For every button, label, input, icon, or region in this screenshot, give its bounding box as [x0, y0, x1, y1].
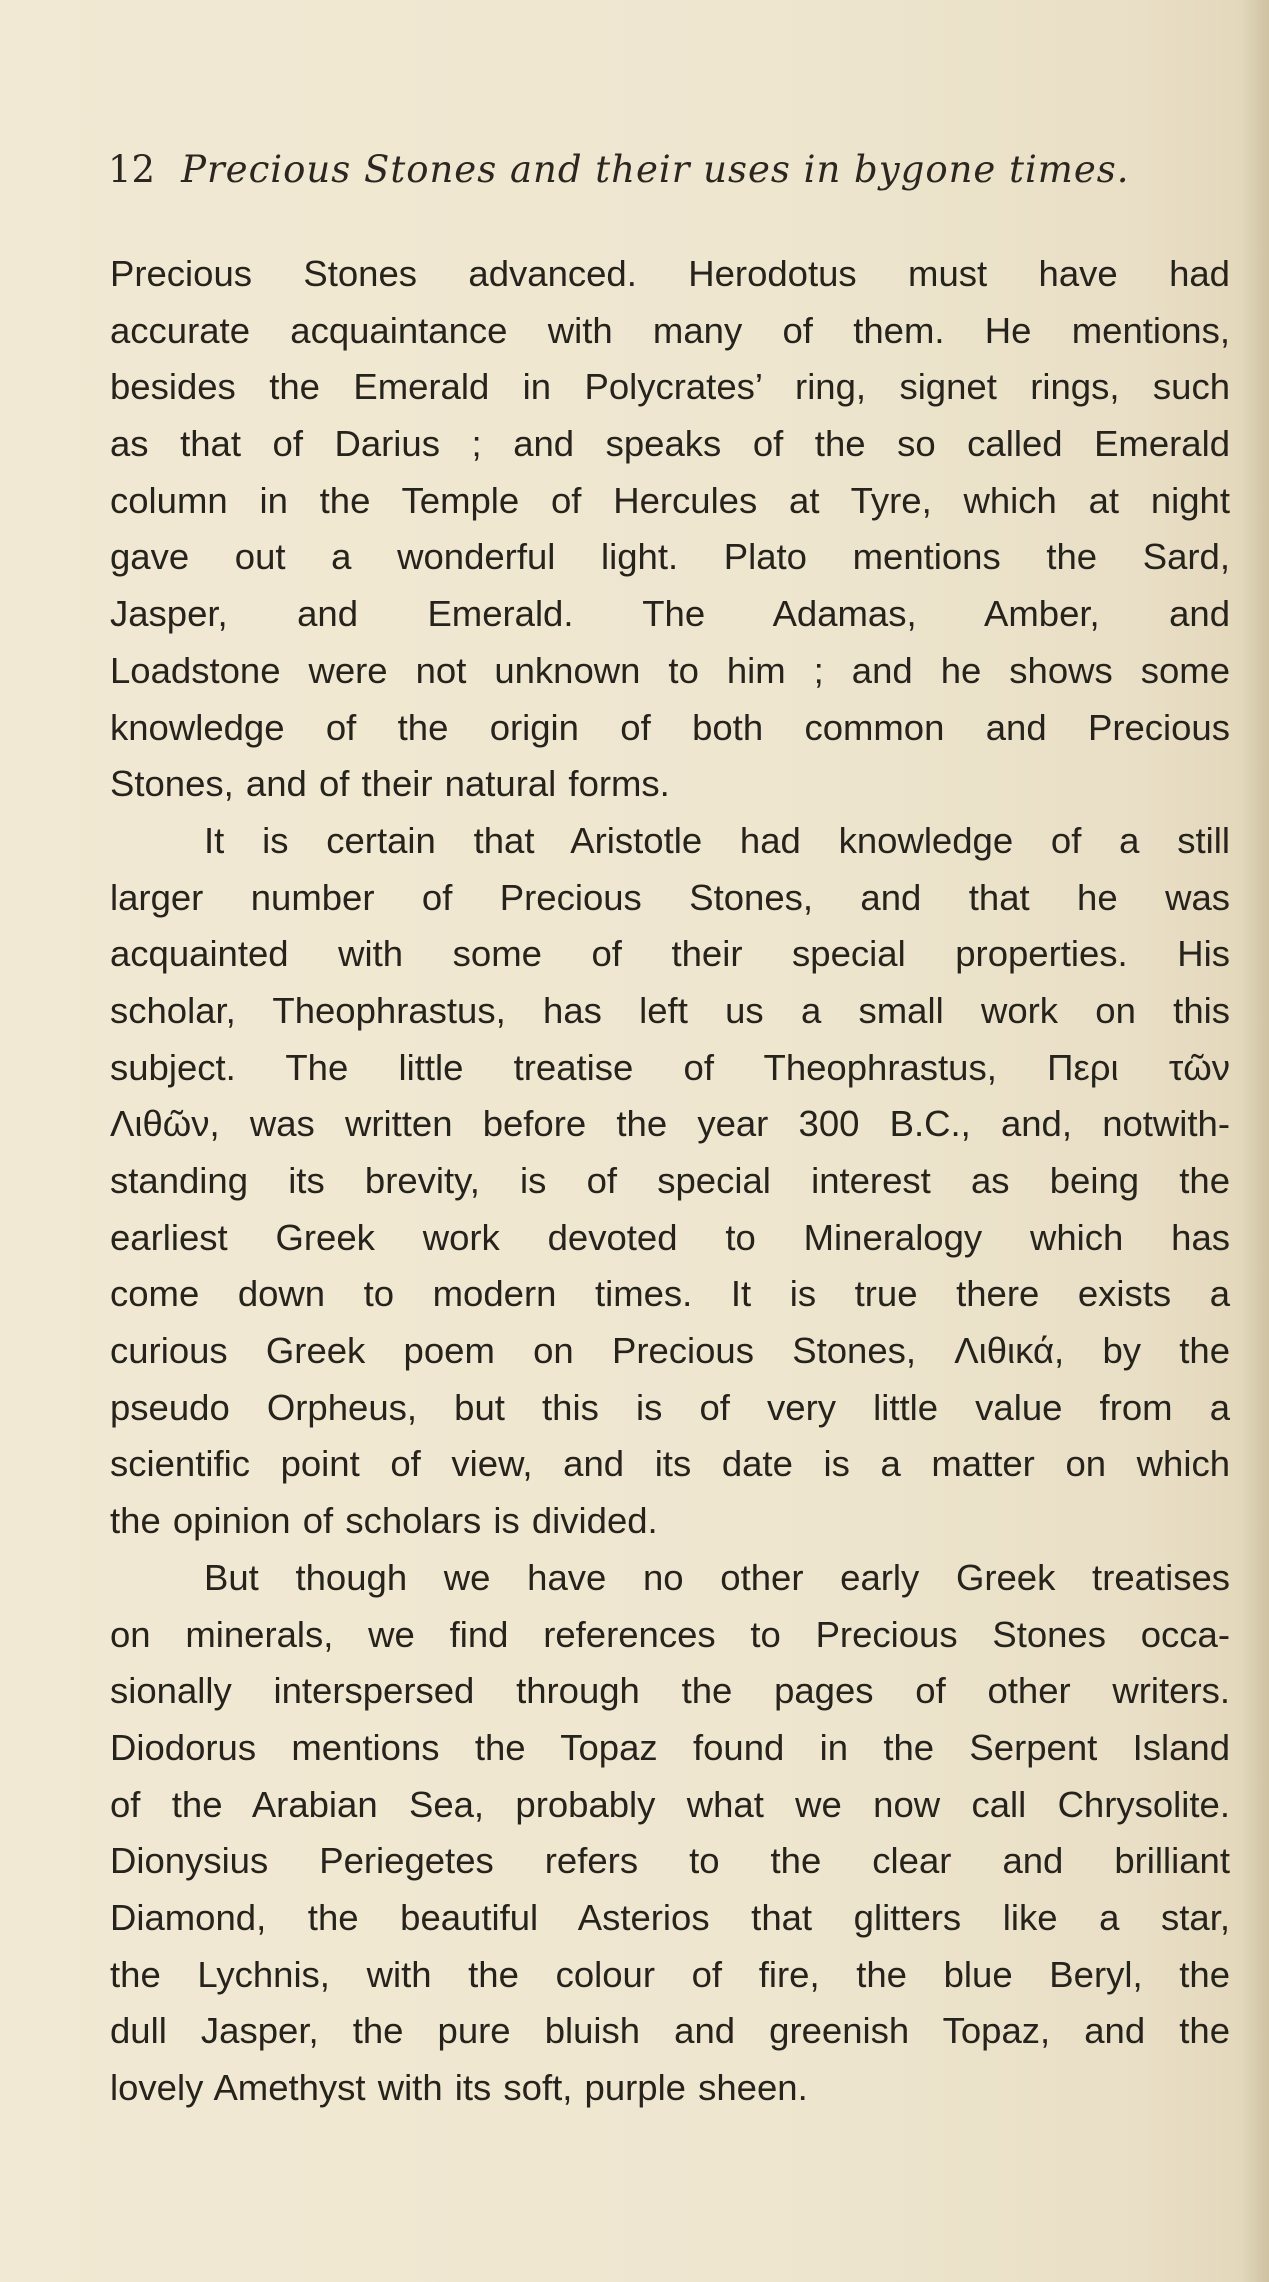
page-number: 12 [108, 148, 156, 191]
text-line: larger number of Precious Stones, and that he was [110, 876, 1230, 918]
text-line: Diodorus mentions the Topaz found in the Serpent Island [110, 1726, 1230, 1768]
text-line: scholar, Theophrastus, has left us a small work on this [110, 989, 1230, 1031]
paragraph-end-line: the opinion of scholars is divided. [110, 1500, 658, 1542]
text-line: Λιθῶν, was written before the year 300 B.C., and, notwith- [110, 1103, 1230, 1145]
page-edge-shadow [1241, 0, 1269, 2282]
text-line: column in the Temple of Hercules at Tyre, which at night [110, 479, 1230, 521]
paragraph-start-line: But though we have no other early Greek treatises [204, 1556, 1230, 1598]
running-header [108, 148, 1168, 208]
text-line: Loadstone were not unknown to him ; and he shows some [110, 649, 1230, 691]
running-title: Precious Stones and their uses in bygone times. [181, 148, 1130, 191]
text-line: gave out a wonderful light. Plato mentions the Sard, [110, 536, 1230, 578]
text-line: Dionysius Periegetes refers to the clear and brilliant [110, 1840, 1230, 1882]
text-line: the Lychnis, with the colour of fire, the blue Beryl, the [110, 1953, 1230, 1995]
text-line: standing its brevity, is of special interest as being the [110, 1160, 1230, 1201]
text-line: scientific point of view, and its date is a matter on which [110, 1443, 1230, 1485]
text-line: curious Greek poem on Precious Stones, Λιθικά, by the [110, 1330, 1230, 1372]
text-line: of the Arabian Sea, probably what we now call Chrysolite. [110, 1783, 1230, 1825]
text-line: knowledge of the origin of both common and Precious [110, 706, 1230, 748]
paragraph-start-line: It is certain that Aristotle had knowledge of a still [204, 819, 1230, 861]
text-line: Precious Stones advanced. Herodotus must have had [110, 253, 1230, 294]
paragraph-end-line: Stones, and of their natural forms. [110, 763, 670, 805]
text-line: on minerals, we find references to Precious Stones occa- [110, 1613, 1230, 1655]
text-line: Diamond, the beautiful Asterios that glitters like a star, [110, 1896, 1230, 1938]
text-line: pseudo Orpheus, but this is of very little value from a [110, 1386, 1230, 1428]
text-line: earliest Greek work devoted to Mineralogy which has [110, 1216, 1230, 1258]
text-line: come down to modern times. It is true there exists a [110, 1273, 1230, 1315]
paragraph-end-line: lovely Amethyst with its soft, purple sheen. [110, 2067, 808, 2108]
text-line: subject. The little treatise of Theophrastus, Περι τῶν [110, 1046, 1230, 1088]
body-text [110, 246, 1230, 2117]
text-line: as that of Darius ; and speaks of the so called Emerald [110, 423, 1230, 465]
text-line: dull Jasper, the pure bluish and greenish Topaz, and the [110, 2010, 1230, 2052]
text-line: Jasper, and Emerald. The Adamas, Amber, and [110, 593, 1230, 635]
text-line: accurate acquaintance with many of them. He mentions, [110, 309, 1230, 351]
text-line: acquainted with some of their special properties. His [110, 933, 1230, 975]
text-line: besides the Emerald in Polycrates’ ring, signet rings, such [110, 366, 1230, 408]
text-line: sionally interspersed through the pages of other writers. [110, 1670, 1230, 1712]
